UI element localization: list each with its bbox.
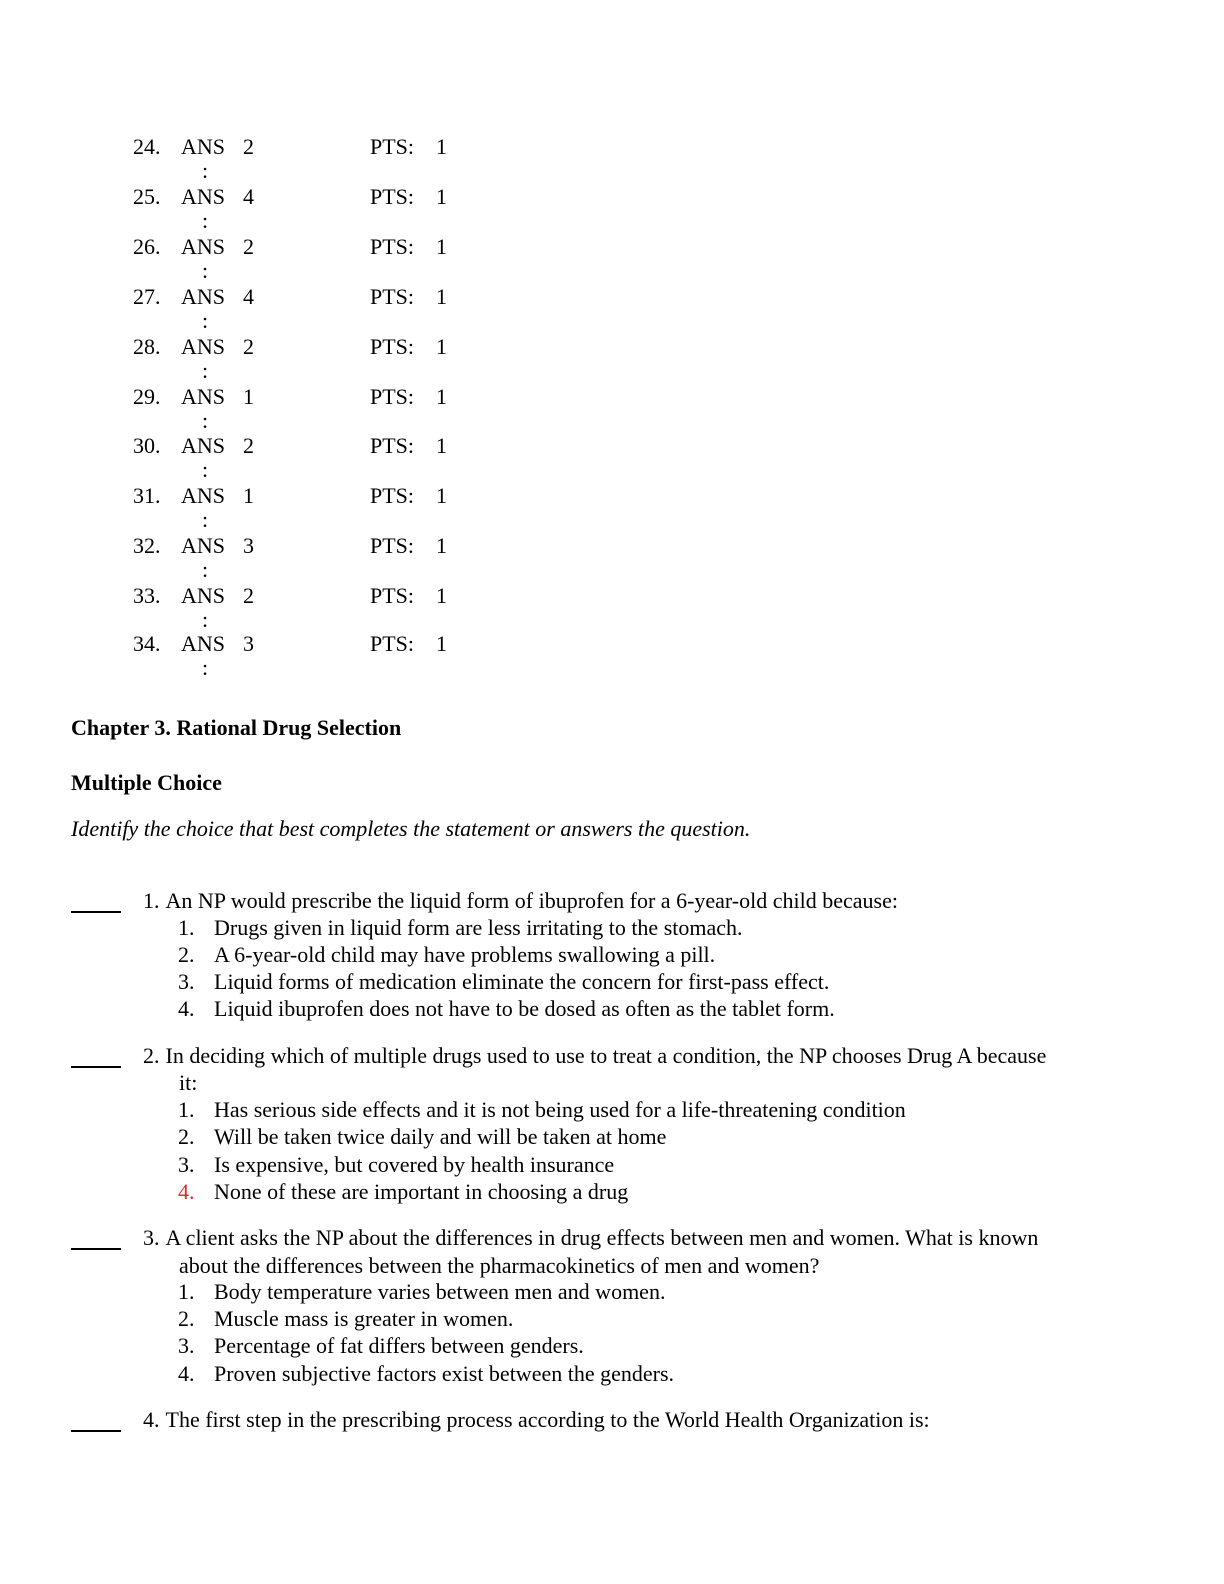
pts-value: 1 [436, 134, 447, 159]
pts-value: 1 [436, 334, 447, 359]
ans-label: ANS [181, 184, 226, 209]
question-number: 4. [143, 1407, 160, 1432]
answer-value: 3 [243, 533, 254, 558]
ans-colon: : [202, 308, 209, 333]
ans-label: ANS [181, 234, 226, 259]
pts-value: 1 [436, 384, 447, 409]
answer-key-row [0, 583, 600, 633]
question-text: The first step in the prescribing process according to the World Health Organization is: [165, 1407, 930, 1432]
choice-number: 2. [178, 1306, 195, 1331]
ans-label: ANS [181, 334, 226, 359]
answer-key-row [0, 134, 600, 184]
pts-value: 1 [436, 234, 447, 259]
pts-label: PTS: [370, 583, 415, 608]
pts-label: PTS: [370, 631, 415, 656]
choice-text: Is expensive, but covered by health insurance [214, 1152, 615, 1177]
answer-value: 2 [243, 134, 254, 159]
answer-number: 32. [133, 533, 161, 558]
ans-colon: : [202, 208, 209, 233]
choice-number: 1. [178, 1279, 195, 1304]
choice-highlighted[interactable] [178, 1178, 628, 1205]
choice[interactable] [178, 1332, 584, 1359]
choice[interactable] [178, 1096, 906, 1123]
choice-text: Liquid forms of medication eliminate the concern for first-pass effect. [214, 969, 830, 994]
answer-key-row [0, 384, 600, 434]
choice-text: Will be taken twice daily and will be taken at home [214, 1124, 667, 1149]
answer-key-row [0, 184, 600, 234]
pts-label: PTS: [370, 384, 415, 409]
answer-value: 4 [243, 284, 254, 309]
answer-number: 28. [133, 334, 161, 359]
answer-value: 4 [243, 184, 254, 209]
choice-text: Muscle mass is greater in women. [214, 1306, 514, 1331]
ans-colon: : [202, 358, 209, 383]
choice[interactable] [178, 1360, 674, 1387]
choice[interactable] [178, 1305, 513, 1332]
answer-number: 26. [133, 234, 161, 259]
answer-value: 3 [243, 631, 254, 656]
question-number: 1. [143, 888, 160, 913]
pts-label: PTS: [370, 483, 415, 508]
ans-label: ANS [181, 533, 226, 558]
choice[interactable] [178, 1123, 666, 1150]
answer-key-row [0, 433, 600, 483]
ans-colon: : [202, 258, 209, 283]
pts-label: PTS: [370, 433, 415, 458]
question-stem [143, 1406, 1143, 1433]
answer-number: 30. [133, 433, 161, 458]
answer-blank[interactable] [71, 1430, 121, 1432]
question-text: An NP would prescribe the liquid form of ibuprofen for a 6-year-old child because: [165, 888, 898, 913]
answer-key-row [0, 533, 600, 583]
choice-number: 3. [178, 1333, 195, 1358]
choice-text: Body temperature varies between men and women. [214, 1279, 666, 1304]
choice[interactable] [178, 995, 835, 1022]
choice-number: 2. [178, 1124, 195, 1149]
answer-key-row [0, 234, 600, 284]
question-text: A client asks the NP about the differences in drug effects between men and women. What is known [165, 1225, 1039, 1250]
ans-label: ANS [181, 284, 226, 309]
ans-colon: : [202, 607, 209, 632]
choice-number: 1. [178, 915, 195, 940]
choice-text: Proven subjective factors exist between the genders. [214, 1361, 675, 1386]
choice-text: Drugs given in liquid form are less irritating to the stomach. [214, 915, 743, 940]
choice[interactable] [178, 1278, 665, 1305]
answer-number: 24. [133, 134, 161, 159]
ans-label: ANS [181, 483, 226, 508]
choice-text: A 6-year-old child may have problems swallowing a pill. [214, 942, 716, 967]
question-number: 2. [143, 1043, 160, 1068]
choice-number: 2. [178, 942, 195, 967]
question-text-continued: about the differences between the pharmacokinetics of men and women? [179, 1253, 820, 1278]
ans-colon: : [202, 457, 209, 482]
answer-number: 29. [133, 384, 161, 409]
question-stem [143, 887, 1143, 914]
choice-number: 4. [178, 1361, 195, 1386]
ans-colon: : [202, 158, 209, 183]
choice[interactable] [178, 941, 715, 968]
answer-blank[interactable] [71, 1248, 121, 1250]
ans-label: ANS [181, 433, 226, 458]
choice-text: Percentage of fat differs between genders. [214, 1333, 584, 1358]
pts-value: 1 [436, 483, 447, 508]
answer-number: 34. [133, 631, 161, 656]
choice[interactable] [178, 914, 743, 941]
ans-label: ANS [181, 384, 226, 409]
question-stem-continued [143, 1069, 1143, 1096]
question-number: 3. [143, 1225, 160, 1250]
section-title: Multiple Choice [71, 770, 222, 795]
answer-number: 25. [133, 184, 161, 209]
ans-colon: : [202, 557, 209, 582]
question-text: In deciding which of multiple drugs used to use to treat a condition, the NP chooses Drug A because [165, 1043, 1047, 1068]
ans-colon: : [202, 655, 209, 680]
choice-number: 3. [178, 969, 195, 994]
answer-value: 1 [243, 483, 254, 508]
ans-label: ANS [181, 134, 226, 159]
ans-label: ANS [181, 583, 226, 608]
pts-label: PTS: [370, 134, 415, 159]
question-stem [143, 1042, 1143, 1069]
choice[interactable] [178, 1151, 614, 1178]
answer-value: 2 [243, 234, 254, 259]
pts-value: 1 [436, 631, 447, 656]
choice-text: Liquid ibuprofen does not have to be dosed as often as the tablet form. [214, 996, 835, 1021]
pts-value: 1 [436, 583, 447, 608]
instructions: Identify the choice that best completes the statement or answers the question. [71, 816, 751, 841]
answer-key-row [0, 334, 600, 384]
choice-text: None of these are important in choosing a drug [214, 1179, 629, 1204]
pts-value: 1 [436, 433, 447, 458]
answer-key-row [0, 284, 600, 334]
pts-value: 1 [436, 184, 447, 209]
answer-value: 2 [243, 433, 254, 458]
pts-value: 1 [436, 284, 447, 309]
question-stem [143, 1224, 1143, 1251]
pts-label: PTS: [370, 184, 415, 209]
choice[interactable] [178, 968, 829, 995]
pts-label: PTS: [370, 234, 415, 259]
answer-key-row [0, 631, 600, 681]
pts-label: PTS: [370, 284, 415, 309]
chapter-title: Chapter 3. Rational Drug Selection [71, 715, 402, 740]
question-stem-continued [143, 1252, 1143, 1279]
ans-colon: : [202, 408, 209, 433]
answer-value: 1 [243, 384, 254, 409]
answer-value: 2 [243, 334, 254, 359]
pts-label: PTS: [370, 334, 415, 359]
answer-number: 31. [133, 483, 161, 508]
choice-number: 4. [178, 996, 195, 1021]
answer-number: 33. [133, 583, 161, 608]
ans-colon: : [202, 507, 209, 532]
pts-value: 1 [436, 533, 447, 558]
choice-number: 1. [178, 1097, 195, 1122]
choice-text: Has serious side effects and it is not being used for a life-threatening condition [214, 1097, 906, 1122]
pts-label: PTS: [370, 533, 415, 558]
choice-number: 3. [178, 1152, 195, 1177]
ans-label: ANS [181, 631, 226, 656]
question-text-continued: it: [179, 1070, 198, 1095]
answer-key-row [0, 483, 600, 533]
answer-number: 27. [133, 284, 161, 309]
answer-blank[interactable] [71, 911, 121, 913]
choice-number-highlighted: 4. [178, 1179, 195, 1204]
answer-value: 2 [243, 583, 254, 608]
answer-blank[interactable] [71, 1066, 121, 1068]
